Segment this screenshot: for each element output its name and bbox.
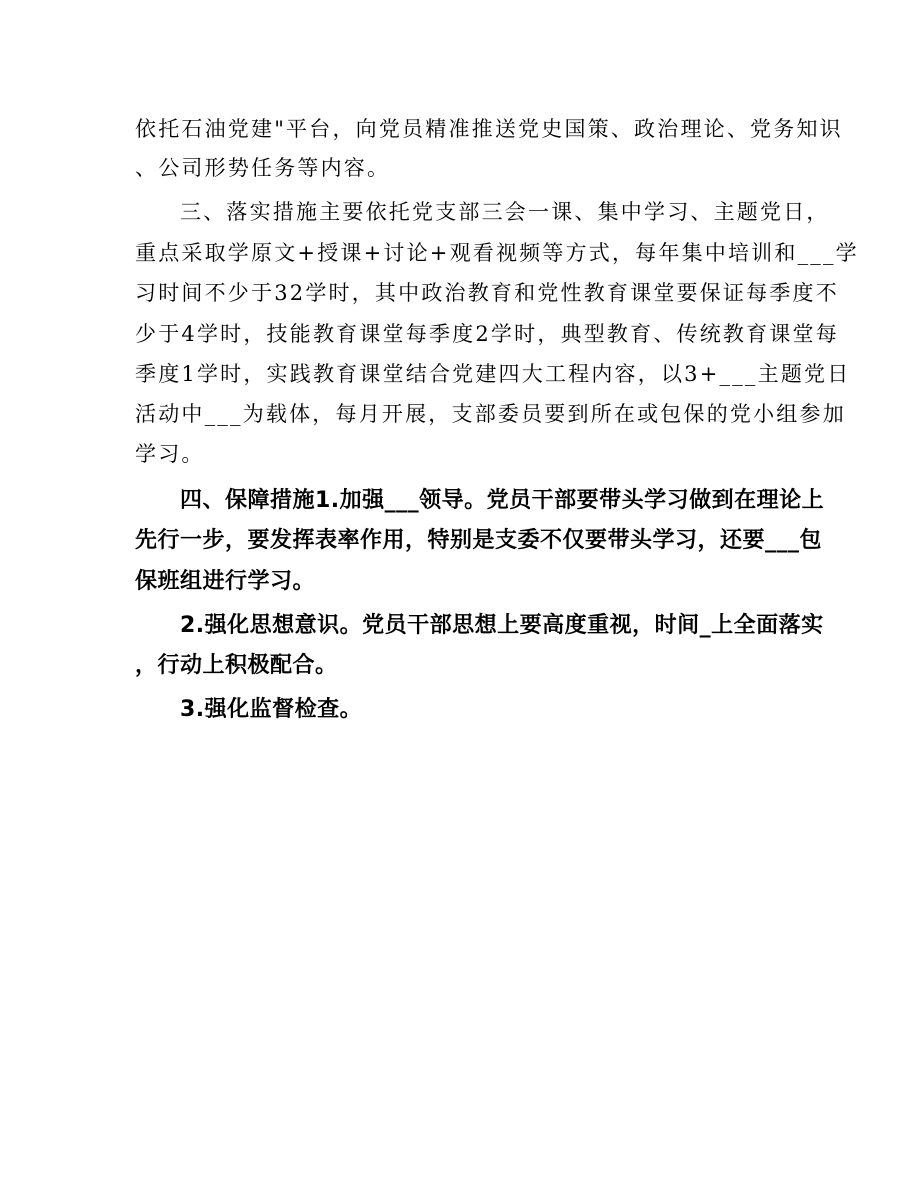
text-line: 三、落实措施主要依托党支部三会一课、集中学习、主题党日， xyxy=(180,200,830,224)
text-line: 少于4学时，技能教育课堂每季度2学时，典型教育、传统教育课堂每 xyxy=(135,322,839,346)
text-line: 、公司形势任务等内容。 xyxy=(135,156,391,180)
text-line: 重点采取学原文+授课+讨论+观看视频等方式，每年集中培训和___学 xyxy=(135,241,859,265)
text-line: 活动中___为载体，每月开展，支部委员要到所在或包保的党小组参加 xyxy=(135,402,846,426)
text-line: 保班组进行学习。 xyxy=(135,569,316,594)
text-line: 2.强化思想意识。党员干部思想上要高度重视，时间_上全面落实 xyxy=(180,613,824,638)
text-line: 先行一步，要发挥表率作用，特别是支委不仅要带头学习，还要___包 xyxy=(135,528,823,553)
text-line: 学习。 xyxy=(135,442,205,466)
text-line: 季度1学时，实践教育课堂结合党建四大工程内容，以3+___主题党日 xyxy=(135,362,851,386)
text-line: 四、保障措施1.加强___领导。党员干部要带头学习做到在理论上 xyxy=(180,488,825,513)
text-line: ，行动上积极配合。 xyxy=(135,653,338,678)
text-line: 习时间不少于32学时，其中政治教育和党性教育课堂要保证每季度不 xyxy=(135,281,839,305)
text-line: 3.强化监督检查。 xyxy=(180,697,363,722)
text-line: 依托石油党建"平台，向党员精准推送党史国策、政治理论、党务知识 xyxy=(135,117,843,141)
